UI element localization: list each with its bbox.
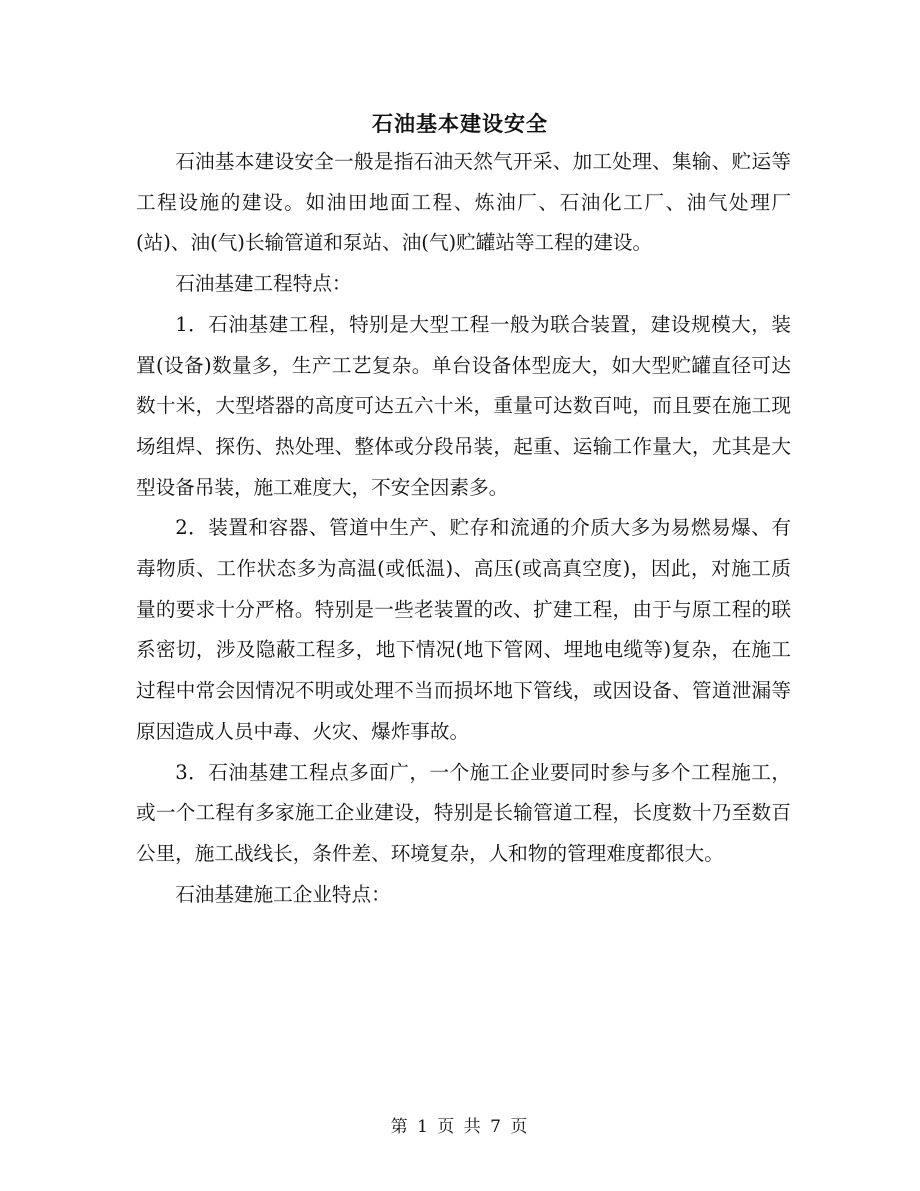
paragraph-intro: 石油基本建设安全一般是指石油天然气开采、加工处理、集输、贮运等工程设施的建设。如油田地面工程、炼油厂、石油化工厂、油气处理厂(站)、油(气)长输管道和泵站、油(气)贮罐站等工程的建设。 <box>136 150 791 255</box>
paragraph-item-1: 1．石油基建工程，特别是大型工程一般为联合装置，建设规模大，装置(设备)数量多，生产工艺复杂。单台设备体型庞大，如大型贮罐直径可达数十米，大型塔器的高度可达五六十米，重量可达数百吨，而且要在施工现场组焊、探伤、热处理、整体或分段吊装，起重、运输工作量大，尤其是大型设备吊装，施工难度大，不安全因素多。 <box>136 312 791 499</box>
paragraph-item-3: 3．石油基建工程点多面广，一个施工企业要同时参与多个工程施工，或一个工程有多家施工企业建设，特别是长输管道工程，长度数十乃至数百公里，施工战线长，条件差、环境复杂，人和物的管理难度都很大。 <box>136 760 791 865</box>
document-body <box>136 142 791 915</box>
paragraph-heading-enterprise-features: 石油基建施工企业特点： <box>175 882 391 906</box>
paragraph-heading-engineering-features: 石油基建工程特点： <box>175 272 352 296</box>
page-number-footer: 第 1 页 共 7 页 <box>390 1117 530 1137</box>
document-title: 石油基本建设安全 <box>372 111 548 136</box>
paragraph-item-2: 2．装置和容器、管道中生产、贮存和流通的介质大多为易燃易爆、有毒物质、工作状态多为高温(或低温)、高压(或高真空度)，因此，对施工质量的要求十分严格。特别是一些老装置的改、扩建工程，由于与原工程的联系密切，涉及隐蔽工程多，地下情况(地下管网、埋地电缆等)复杂，在施工过程中常会因情况不明或处理不当而损坏地下管线，或因设备、管道泄漏等原因造成人员中毒、火灾、爆炸事故。 <box>136 516 791 743</box>
